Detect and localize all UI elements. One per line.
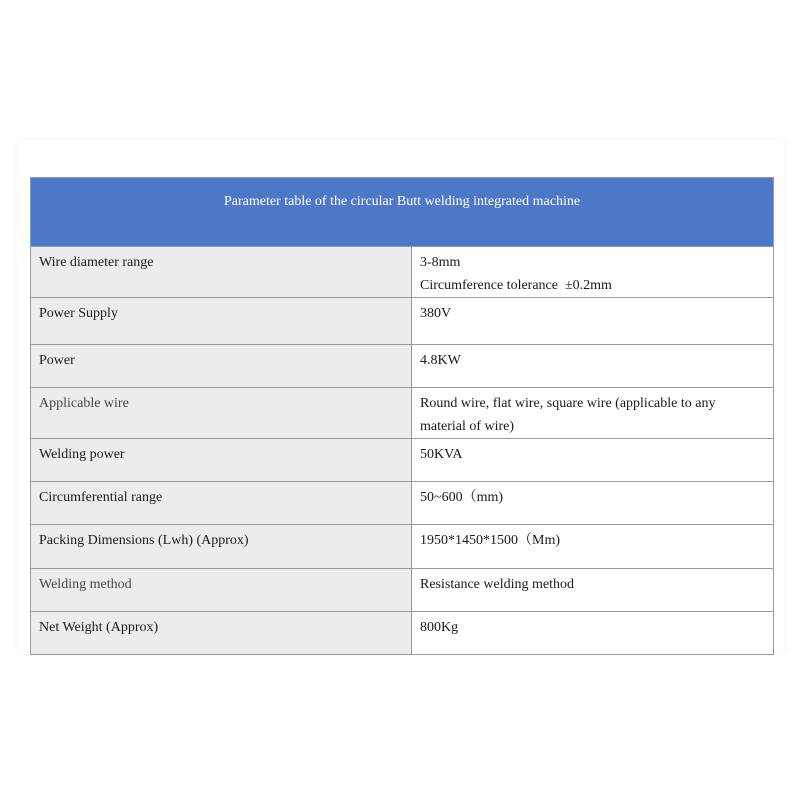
row-value: 50~600（mm) (412, 482, 774, 525)
table-row (31, 345, 774, 388)
table-title: Parameter table of the circular Butt welding integrated machine (31, 178, 774, 247)
table-row (31, 388, 774, 439)
row-value: 380V (412, 298, 774, 345)
table-header-row (31, 178, 774, 247)
row-value: 800Kg (412, 612, 774, 655)
table-row (31, 612, 774, 655)
table-row (31, 298, 774, 345)
row-value-line2: material of wire) (420, 419, 515, 434)
row-value-line1: Round wire, flat wire, square wire (applicable to any (420, 396, 716, 411)
row-value: Resistance welding method (412, 569, 774, 612)
table-row (31, 439, 774, 482)
table-row (31, 482, 774, 525)
row-value-line1: 3-8mm (420, 255, 461, 270)
row-label: Welding power (31, 439, 412, 482)
parameter-table (30, 177, 774, 655)
row-value (412, 247, 774, 298)
row-label: Applicable wire (31, 388, 412, 439)
row-value (412, 388, 774, 439)
row-label: Wire diameter range (31, 247, 412, 298)
table-row (31, 247, 774, 298)
row-label: Net Weight (Approx) (31, 612, 412, 655)
row-label: Circumferential range (31, 482, 412, 525)
row-label: Packing Dimensions (Lwh) (Approx) (31, 525, 412, 569)
row-label: Welding method (31, 569, 412, 612)
table-row (31, 569, 774, 612)
row-label: Power Supply (31, 298, 412, 345)
row-value: 1950*1450*1500（Mm) (412, 525, 774, 569)
table-row (31, 525, 774, 569)
row-label: Power (31, 345, 412, 388)
row-value: 50KVA (412, 439, 774, 482)
row-value-line2: Circumference tolerance ±0.2mm (420, 278, 612, 293)
row-value: 4.8KW (412, 345, 774, 388)
